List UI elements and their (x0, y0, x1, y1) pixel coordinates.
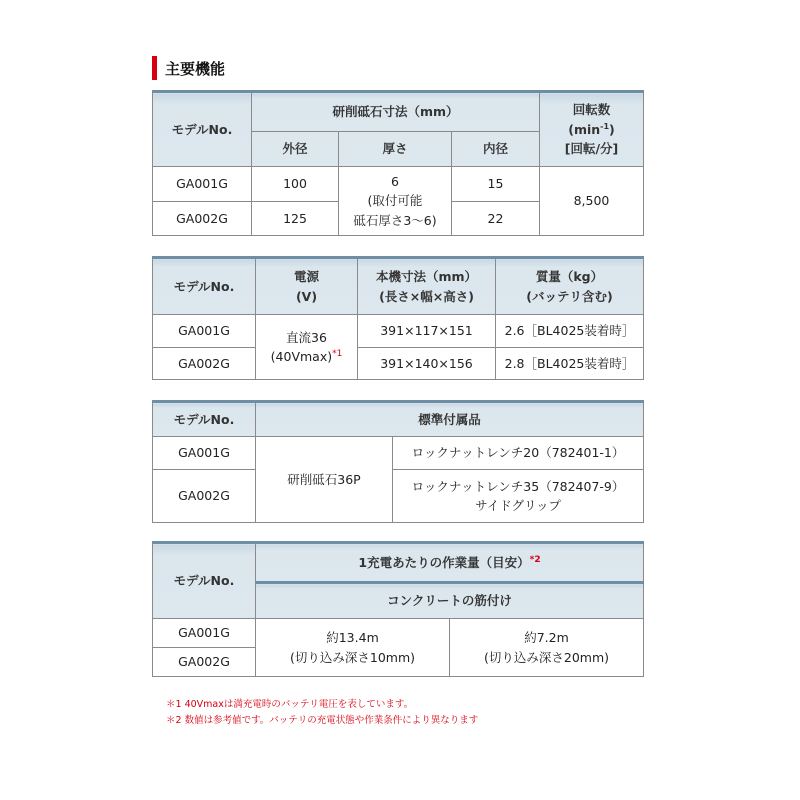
thickness-header: 厚さ (339, 132, 452, 167)
work-amount-header: 1充電あたりの作業量（目安）$^{*2}$ (256, 543, 644, 583)
model-header: モデルNo. (153, 543, 256, 619)
model-cell: GA001G (153, 315, 256, 348)
model-cell: GA002G (153, 470, 256, 523)
footnote-2: ＊2 数値は参考値です。バッテリの充電状態や作業条件により異なります (166, 715, 479, 726)
accessory-cell: ロックナットレンチ20（782401-1） (393, 437, 644, 470)
model-cell: GA002G (153, 348, 256, 380)
note-mark-1: *1 (332, 348, 343, 359)
body-spec-table (152, 256, 644, 380)
mass-cell: 2.6［BL4025装着時］ (496, 315, 644, 348)
power-header: 電源 (V) (256, 258, 358, 315)
rpm-header-line1: 回転数 (572, 102, 611, 118)
dimensions-header: 本機寸法（mm） (長さ×幅×高さ) (358, 258, 496, 315)
rpm-header (540, 92, 644, 167)
inner-diameter-cell: 22 (452, 202, 540, 236)
accessory-table (152, 400, 644, 523)
footnotes (166, 697, 478, 729)
wheel-size-header: 研削砥石寸法（mm） (252, 92, 540, 132)
model-header: モデルNo. (153, 258, 256, 315)
model-cell: GA002G (153, 202, 252, 236)
outer-diameter-cell: 100 (252, 167, 339, 202)
model-header: モデルNo. (153, 402, 256, 437)
power-value-cell: 直流36 $(40Vmax)^{*1}$ (256, 315, 358, 380)
rpm-header-line2: $(\min^{-1})$ (568, 121, 615, 137)
footnote-1: ＊1 40Vmaxは満充電時のバッテリ電圧を表しています。 (166, 699, 414, 710)
inner-diameter-cell: 15 (452, 167, 540, 202)
dimensions-cell: 391×140×156 (358, 348, 496, 380)
accessory-header: 標準付属品 (256, 402, 644, 437)
model-header: モデルNo. (153, 92, 252, 167)
note-mark-2: *2 (529, 554, 541, 565)
outer-diameter-header: 外径 (252, 132, 339, 167)
section-title (152, 56, 225, 80)
mass-cell: 2.8［BL4025装着時］ (496, 348, 644, 380)
wheel-spec-table (152, 90, 644, 236)
inner-diameter-header: 内径 (452, 132, 540, 167)
thickness-cell: 6 (取付可能 砥石厚さ3～6) (339, 167, 452, 236)
work-value-cell-1: 約13.4m (切り込み深さ10mm) (256, 619, 450, 677)
title-accent-bar (152, 56, 157, 80)
work-capacity-table (152, 541, 644, 677)
mass-header: 質量（kg） (バッテリ含む) (496, 258, 644, 315)
model-cell: GA002G (153, 648, 256, 677)
dimensions-cell: 391×117×151 (358, 315, 496, 348)
outer-diameter-cell: 125 (252, 202, 339, 236)
rpm-header-line3: [回転/分] (564, 141, 619, 157)
model-cell: GA001G (153, 437, 256, 470)
section-title-text: 主要機能 (165, 59, 226, 78)
shared-accessory-cell: 研削砥石36P (256, 437, 393, 523)
accessory-cell: ロックナットレンチ35（782407-9） サイドグリップ (393, 470, 644, 523)
rpm-value-cell: 8,500 (540, 167, 644, 236)
model-cell: GA001G (153, 619, 256, 648)
concrete-grooving-header: コンクリートの筋付け (256, 583, 644, 619)
model-cell: GA001G (153, 167, 252, 202)
work-value-cell-2: 約7.2m (切り込み深さ20mm) (450, 619, 644, 677)
